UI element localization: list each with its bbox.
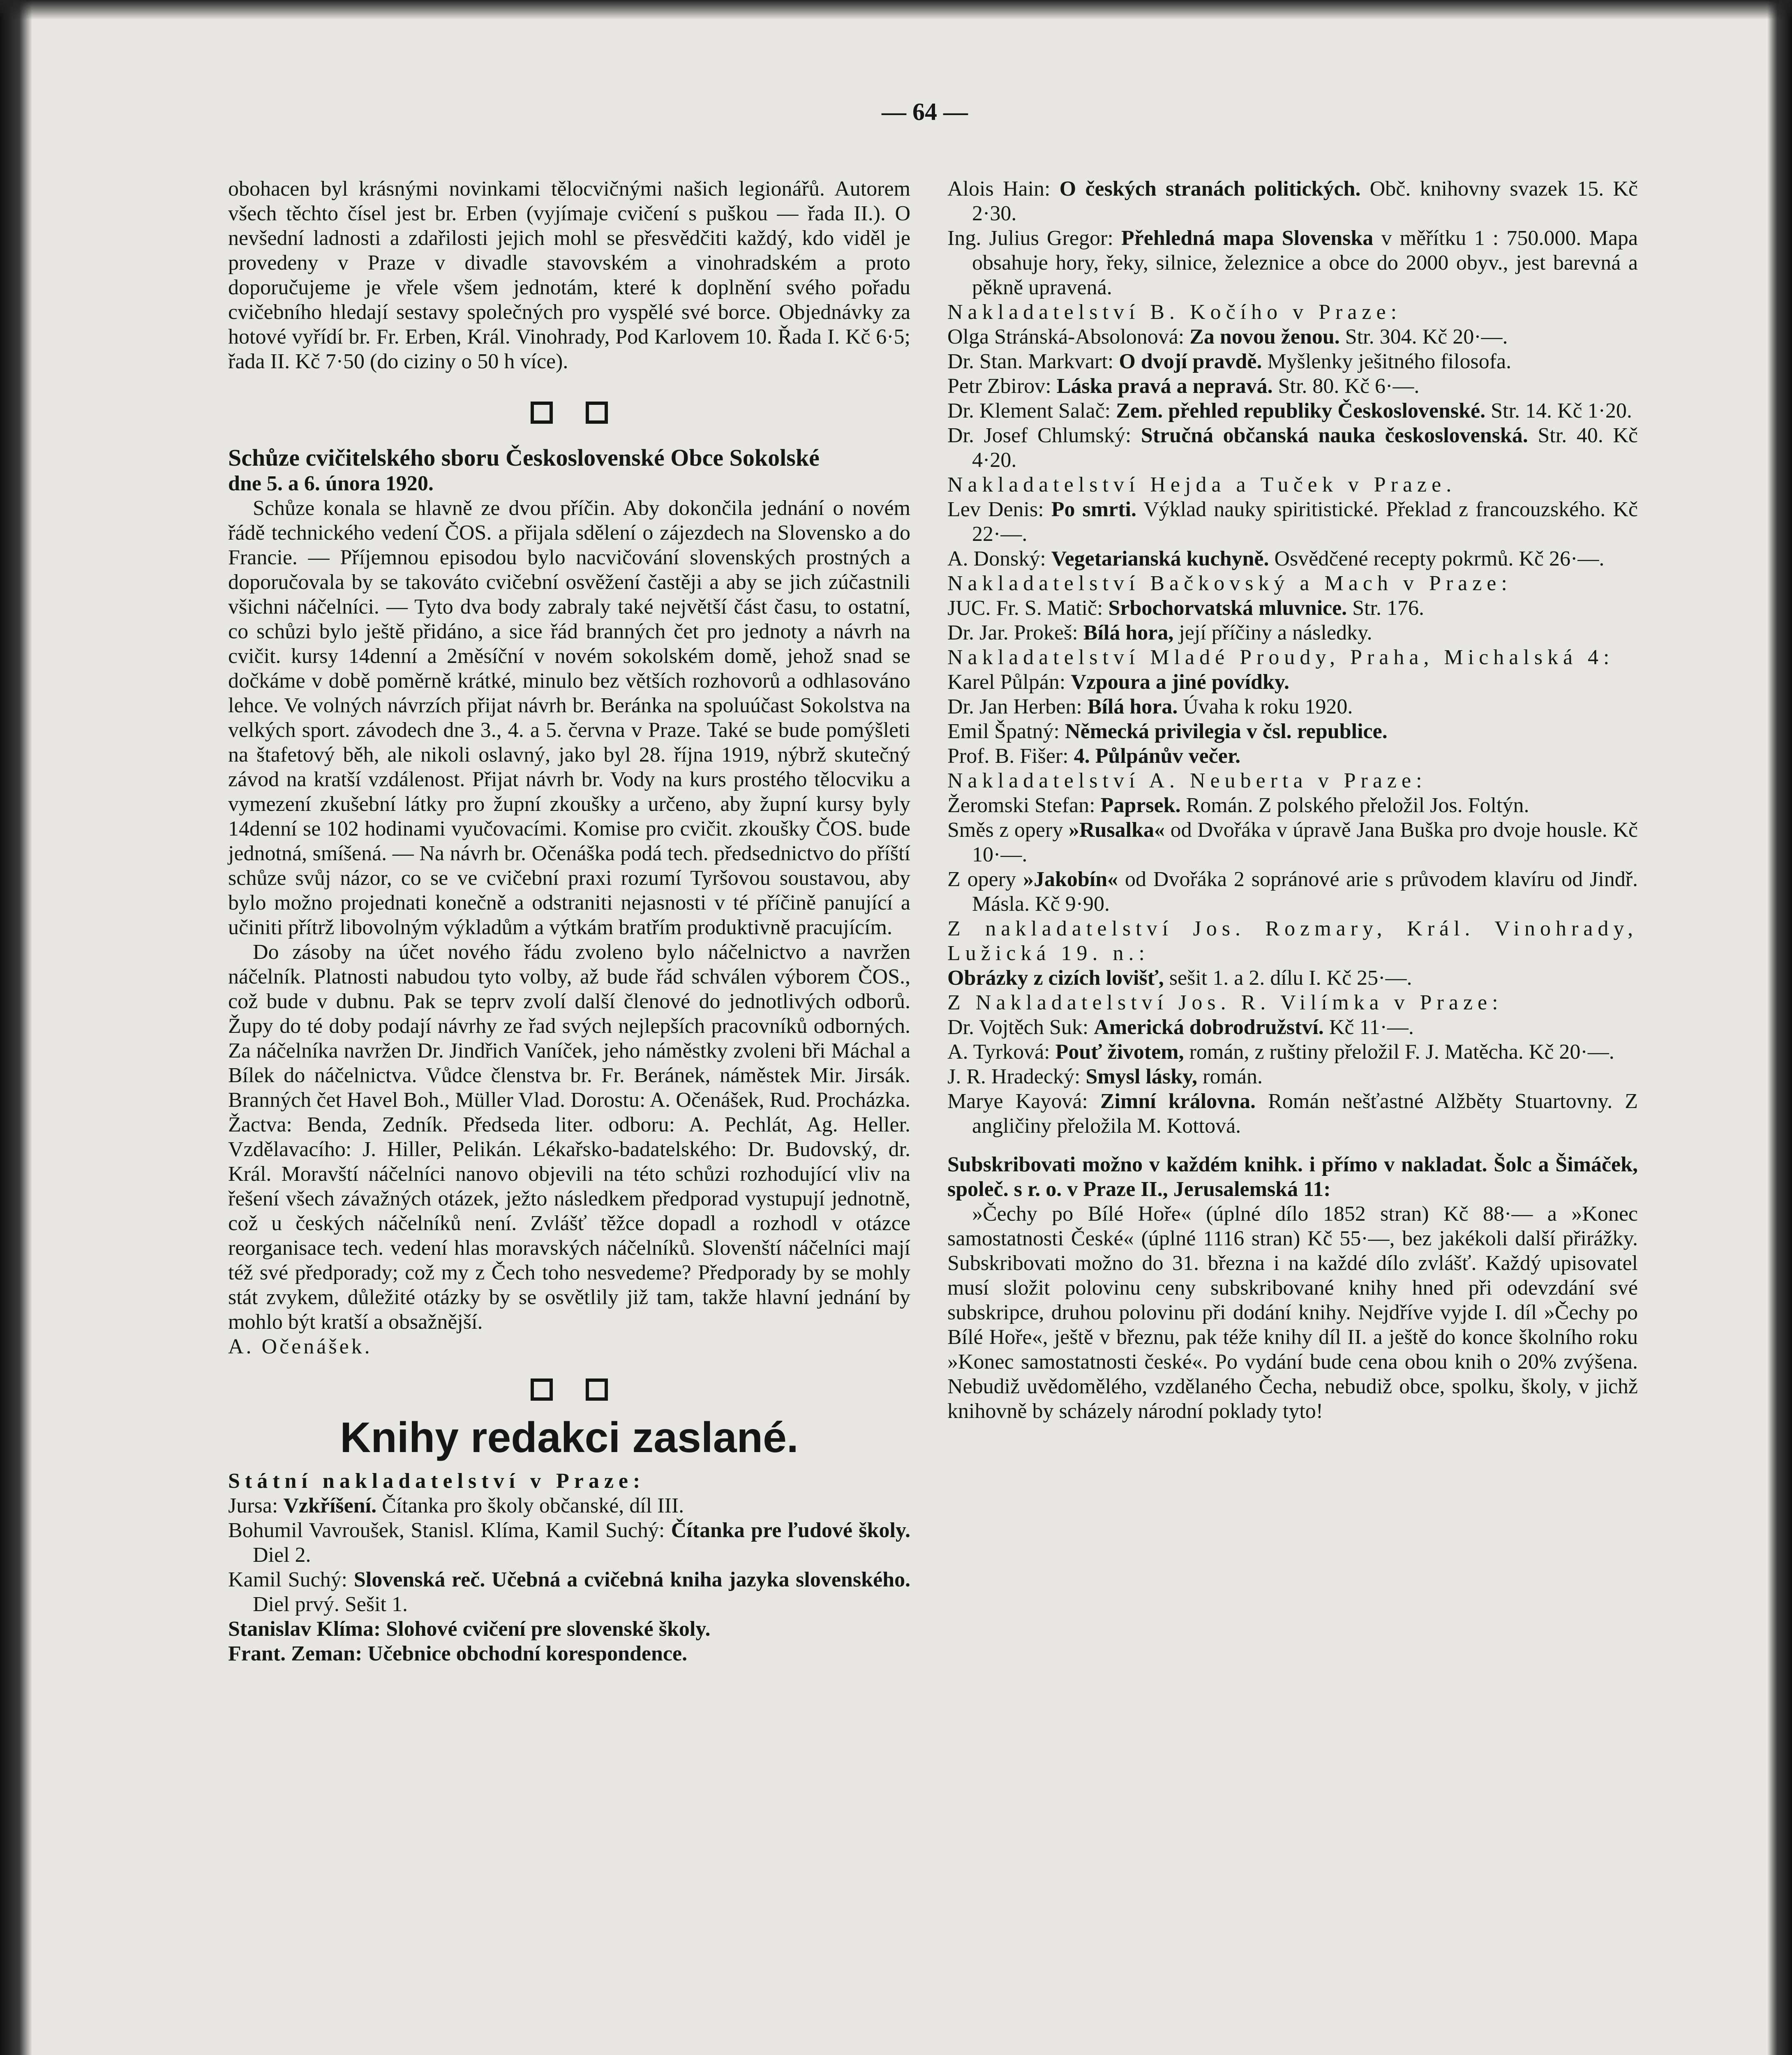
publisher-heading: Nakladatelství Bačkovský a Mach v Praze: — [947, 572, 1512, 595]
publisher-heading: Nakladatelství Hejda a Tuček v Praze. — [947, 473, 1457, 496]
book-entry: Stanislav Klíma: Slohové cvičení pre slovenské školy. — [228, 1617, 711, 1641]
meeting-paragraph-2: Do zásoby na účet nového řádu zvoleno bylo náčelnictvo a navržen náčelník. Platnosti nabudou tyto volby, až bude řád schválen výborem ČOS., což bude v dubnu. Pak se teprv zvolí další členové do jednotlivých odborů. Župy do té doby podají návrhy ze řad svých nejlepších pracovníků odborných. Za náčelníka navržen Dr. Jindřich Vaníček, jeho náměstky zvoleni bři Máchal a Bílek do náčelnictva. Vůdce členstva br. Fr. Beránek, náměstek Mir. Jirsák. Branných čet Havel Boh., Müller Vlad. Dorostu: A. Očenášek, Rud. Procházka. Žactva: Benda, Zedník. Předseda liter. odboru: A. Pechlát, Ag. Heller. Vzdělavacího: J. Hiller, Pelikán. Lékařsko-badatelského: Dr. Budovský, dr. Král. Moravští náčelníci nanovo objevili na této schůzi rozhodující vliv na řešení všech závažných otázek, ježto následkem předporad vystupují jednotně, což u českých náčelníků není. Zvlášť těžce dopadl a rozhodl v otázce reorganisace tech. vedení hlas moravských náčelníků. Slovenští náčelníci mají též své předporady; což my z Čech toho nesvedeme? Předporady by se mohly stát zvykem, důležité otázky by se osvětlily již tam, takže hlavní jednání by mohlo být kratší a obsažnější. — [228, 940, 910, 1334]
meeting-date: dne 5. a 6. února 1920. — [228, 472, 434, 496]
book-entry: Petr Zbirov: Láska pravá a nepravá. Str. 80. Kč 6·—. — [947, 374, 1420, 398]
subscription-heading: Subskribovati možno v každém knihk. i přímo v nakladat. Šolc a Šimáček, společ. s r. o. v Praze II., Jerusalemská 11: — [947, 1153, 1638, 1201]
page-number: — 64 — — [882, 98, 968, 125]
publisher-heading: Nakladatelství B. Kočího v Praze: — [947, 300, 1402, 324]
section-divider — [228, 1376, 910, 1401]
book-entry: Dr. Jan Herben: Bílá hora. Úvaha k roku 1920. — [947, 695, 1353, 718]
square-ornament-icon — [586, 402, 608, 424]
meeting-title: Schůze cvičitelského sboru Československé Obce Sokolské — [228, 444, 820, 471]
book-entry: Kamil Suchý: Slovenská reč. Učebná a cvičebná kniha jazyka slovenského. Diel prvý. Sešit 1. — [228, 1568, 910, 1616]
square-ornament-icon — [531, 402, 553, 424]
book-entry: Bohumil Vavroušek, Stanisl. Klíma, Kamil Suchý: Čítanka pre ľudové školy. Diel 2. — [228, 1519, 911, 1567]
book-entry: Dr. Jar. Prokeš: Bílá hora, její příčiny a následky. — [947, 621, 1372, 644]
book-entry: Dr. Josef Chlumský: Stručná občanská nauka československá. Str. 40. Kč 4·20. — [947, 424, 1638, 472]
book-entry: Lev Denis: Po smrti. Výklad nauky spiritistické. Překlad z francouzského. Kč 22·—. — [947, 498, 1638, 546]
scan-shadow-top — [0, 0, 1792, 20]
signature: A. Očenášek. — [228, 1335, 372, 1359]
square-ornament-icon — [586, 1378, 608, 1401]
square-ornament-icon — [531, 1378, 553, 1401]
book-entry: Frant. Zeman: Učebnice obchodní korespondence. — [228, 1642, 688, 1666]
right-column — [947, 177, 1638, 1424]
book-entry: Obrázky z cizích lovišť, sešit 1. a 2. dílu I. Kč 25·—. — [947, 966, 1412, 990]
publisher-heading: Z Nakladatelství Jos. R. Vilímka v Praze: — [947, 991, 1503, 1014]
scan-shadow-left — [0, 0, 32, 2055]
book-entry: Dr. Vojtěch Suk: Americká dobrodružství. Kč 11·—. — [947, 1016, 1414, 1039]
book-entry: Emil Špatný: Německá privilegia v čsl. republice. — [947, 720, 1388, 743]
intro-paragraph: obohacen byl krásnými novinkami tělocvičnými našich legionářů. Autorem všech těchto čísel jest br. Erben (vyjímaje cvičení s puškou — řada II.). O nevšední ladnosti a zdařilosti jejich mohl se přesvědčiti každý, kdo viděl je provedeny v Praze v divadle stavovském a vinohradském a proto doporučujeme je vřele všem jednotám, které k doplnění svého pořadu cvičebního hledají sestavy společných pro vyspělé své borce. Objednávky za hotové vyřídí br. Fr. Erben, Král. Vinohrady, Pod Karlovem 10. Řada I. Kč 6·5; řada II. Kč 7·50 (do ciziny o 50 h více). — [228, 177, 910, 373]
book-entry: A. Donský: Vegetarianská kuchyně. Osvědčené recepty pokrmů. Kč 26·—. — [947, 547, 1605, 570]
book-entry: Dr. Klement Salač: Zem. přehled republiky Československé. Str. 14. Kč 1·20. — [947, 399, 1632, 423]
book-entry: Směs z opery »Rusalka« od Dvořáka v úpravě Jana Buška pro dvoje housle. Kč 10·—. — [947, 818, 1638, 866]
publisher-heading: Z nakladatelství Jos. Rozmary, Král. Vinohrady, Lužická 19. n.: — [947, 917, 1638, 965]
subscription-notice — [947, 1152, 1638, 1424]
left-column — [228, 177, 910, 1666]
publisher-heading: Státní nakladatelství v Praze: — [228, 1469, 645, 1493]
book-entry: Žeromski Stefan: Paprsek. Román. Z polského přeložil Jos. Foltýn. — [947, 794, 1529, 817]
books-heading: Knihy redakci zaslané. — [340, 1414, 799, 1462]
publisher-heading: Nakladatelství Mladé Proudy, Praha, Michalská 4: — [947, 646, 1614, 669]
scan-shadow-right — [1767, 0, 1792, 2055]
section-divider — [228, 399, 910, 424]
book-entry: JUC. Fr. S. Matič: Srbochorvatská mluvnice. Str. 176. — [947, 596, 1425, 620]
book-entry: Alois Hain: O českých stranách politických. Obč. knihovny svazek 15. Kč 2·30. — [947, 177, 1638, 225]
book-entry: Dr. Stan. Markvart: O dvojí pravdě. Myšlenky ješitného filosofa. — [947, 350, 1512, 373]
book-entry: Marye Kayová: Zimní královna. Román nešťastné Alžběty Stuartovny. Z angličiny přeložila M. Kottová. — [947, 1090, 1638, 1138]
book-entry: Karel Půlpán: Vzpoura a jiné povídky. — [947, 670, 1290, 694]
subscription-body: »Čechy po Bílé Hoře« (úplné dílo 1852 stran) Kč 88·— a »Konec samostatnosti České« (úplné 1116 stran) Kč 55·—, bez jakékoli další přirážky. Subskribovati možno do 31. března i na každé dílo zvlášť. Každý upisovatel musí složit polovinu ceny subskribované knihy hned při odevzdání své subskripce, druhou polovinu při dodání knihy. Nejdříve vyjde I. díl »Čechy po Bílé Hoře«, ještě v březnu, pak téže knihy díl II. a ještě do konce školního roku »Konec samostatnosti české«. Po vydání bude cena obou knih o 20% zvýšena. Nebudiž uvědomělého, vzdělaného Čecha, nebudiž obce, spolku, školy, v jichž knihovně by scházely národní poklady tyto! — [947, 1202, 1638, 1423]
book-entry: J. R. Hradecký: Smysl lásky, román. — [947, 1065, 1263, 1088]
publisher-heading: Nakladatelství A. Neuberta v Praze: — [947, 769, 1427, 792]
meeting-paragraph-1: Schůze konala se hlavně ze dvou příčin. Aby dokončila jednání o novém řádě technického vedení ČOS. a přijala sdělení o zájezdech na Slovensko a do Francie. — Příjemnou episodou bylo nacvičování slovenských prostných a doporučovala by se takováto cvičební osvěžení častěji a aby se jich zúčastnili všichni náčelníci. — Tyto dva body zabraly také největší část času, to ostatní, co schůzi bylo ještě přidáno, a sice řád branných čet pro jednoty a návrh na cvičit. kursy 14denní a 2měsíční v novém sokolském domě, jehož snad se dočkáme v době poměrně krátké, minulo bez větších rozhovorů a odhlasováno lehce. Ve volných návrzích přijat návrh br. Beránka na spoluúčast Sokolstva na velkých sport. závodech dne 3., 4. a 5. června v Praze. Také se bude pomýšleti na štafetový běh, ale nikoli oslavný, jako byl 28. října 1919, nýbrž skutečný závod na kratší vzdálenost. Přijat návrh br. Vody na kurs prostého tělocviku a vymezení zkušební látky pro župní zkoušky a určeno, aby župní kursy byly 14denní se 102 hodinami vyučovacími. Komise pro cvičit. zkoušky ČOS. bude jednotná, smíšená. — Na návrh br. Očenáška podá tech. předsednictvo do příští schůze svůj názor, co se ve cvičební praxi rozumí Tyršovou soustavou, aby bylo možno projednati konečně a odstraniti nejasnosti v té příčině panující a učiniti přítrž libovolným výkladům a výtkám bratřím produktivně pracujícím. — [228, 496, 910, 940]
book-entry: A. Tyrková: Pouť životem, román, z ruštiny přeložil F. J. Matěcha. Kč 20·—. — [947, 1040, 1614, 1064]
book-entry: Olga Stránská-Absolonová: Za novou ženou. Str. 304. Kč 20·—. — [947, 325, 1508, 349]
book-entry: Z opery »Jakobín« od Dvořáka 2 sopránové arie s průvodem klavíru od Jindř. Másla. Kč 9·90. — [947, 868, 1638, 916]
book-entry: Jursa: Vzkříšení. Čítanka pro školy občanské, díl III. — [228, 1494, 684, 1518]
book-entry: Ing. Julius Gregor: Přehledná mapa Slovenska v měřítku 1 : 750.000. Mapa obsahuje hory, řeky, silnice, železnice a obce do 2000 obyv., jest barevná a pěkně upravená. — [947, 226, 1638, 299]
book-entry: Prof. B. Fišer: 4. Půlpánův večer. — [947, 744, 1241, 768]
